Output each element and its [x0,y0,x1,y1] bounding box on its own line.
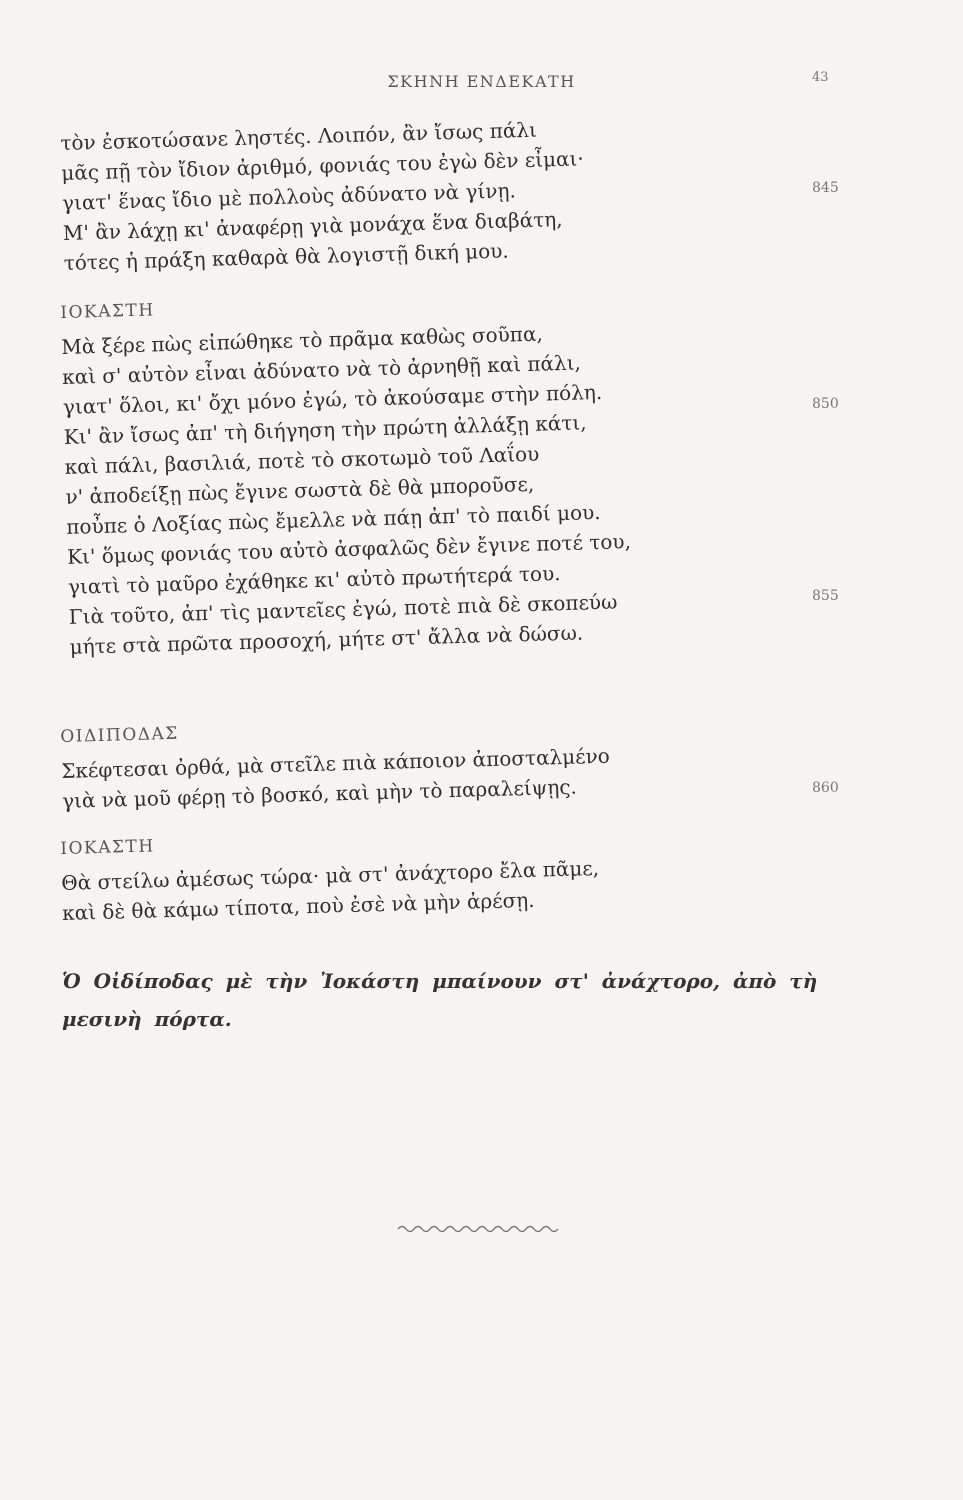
verse-line: Γιὰ τοῦτο, ἀπ' τὶς μαντεῖες ἐγώ, ποτὲ πιὰ δὲ σκοπεύω [68,589,618,629]
verse-line: Θὰ στείλω ἀμέσως τώρα· μὰ στ' ἀνάχτορο ἔλα πᾶμε, [60,855,600,895]
verse-line: καὶ δὲ θὰ κάμω τίποτα, ποὺ ἐσὲ νὰ μὴν ἀρέσῃ. [61,887,535,925]
line-number: 860 [812,780,839,796]
verse-line: τὸν ἐσκοτώσανε ληστές. Λοιπόν, ἂν ἴσως πάλι [60,117,538,155]
passage-oidipodas [60,704,762,816]
verse-line: καὶ σ' αὐτὸν εἶναι ἀδύνατο νὰ τὸ ἀρνηθῇ καὶ πάλι, [61,350,582,389]
verse-line: μᾶς πῇ τὸν ἴδιον ἀριθμό, φονιάς του ἐγὼ δὲν εἶμαι· [60,146,585,185]
verse-line: τότες ἡ πράξη καθαρὰ θὰ λογιστῇ δική μου. [63,238,510,275]
verse-line: ν' ἀποδείξῃ πὼς ἔγινε σωστὰ δὲ θὰ μποροῦσε, [65,471,535,509]
verse-line: καὶ πάλι, βασιλιά, ποτὲ τὸ σκοτωμὸ τοῦ Λαΐου [64,441,540,479]
passage-continuation [60,108,764,277]
verse-line: γιατὶ τὸ μαῦρο ἐχάθηκε κι' αὐτὸ πρωτήτερά του. [67,561,561,599]
verse-line: Κι' ἂν ἴσως ἀπ' τὴ διήγηση τὴν πρώτη ἀλλάξῃ κάτι, [63,410,587,449]
verse-line: Σκέφτεσαι ὀρθά, μὰ στεῖλε πιὰ κάποιον ἀποσταλμένο [60,743,611,783]
stage-direction-line: Ὁ Οἰδίποδας μὲ τὴν Ἰοκάστη μπαίνουν στ' ἀνάχτορο, ἀπὸ τὴ [62,969,818,993]
passage-iokasti-2 [60,816,762,928]
verse-line: Μ' ἂν λάχῃ κι' ἀναφέρῃ γιὰ μονάχα ἕνα διαβάτη, [62,207,563,245]
line-number: 850 [812,396,839,412]
page-number: 43 [812,70,829,85]
verse-line: γιατ' ἕνας ἴδιο μὲ πολλοὺς ἀδύνατο νὰ γίνῃ. [61,178,517,215]
stage-direction [62,962,862,1038]
speaker-name: ΙΟΚΑΣΤΗ [60,836,155,859]
line-number: 845 [812,180,839,196]
speaker-name: ΙΟΚΑΣΤΗ [60,300,155,323]
verse-line: γιὰ νὰ μοῦ φέρῃ τὸ βοσκό, καὶ μὴν τὸ παραλείψῃς. [61,774,578,813]
running-header: ΣΚΗΝΗ ΕΝΔΕΚΑΤΗ [387,72,576,91]
flourish-ornament [396,1222,566,1236]
line-number: 855 [812,588,839,604]
verse-line: ποὖπε ὁ Λοξίας πὼς ἔμελλε νὰ πάῃ ἀπ' τὸ παιδί μου. [66,499,601,539]
verse-line: μήτε στὰ πρῶτα προσοχή, μήτε στ' ἄλλα νὰ δώσω. [69,620,584,659]
speaker-name: ΟΙΔΙΠΟΔΑΣ [60,723,180,747]
stage-direction-line: μεσινὴ πόρτα. [62,1007,232,1031]
verse-line: Μὰ ξέρε πὼς εἰπώθηκε τὸ πρᾶμα καθὼς σοῦπα, [60,321,544,359]
verse-line: Κι' ὅμως φονιάς του αὐτὸ ἀσφαλῶς δὲν ἔγινε ποτέ του, [66,529,632,569]
passage-iokasti-1 [60,280,770,661]
verse-line: γιατ' ὅλοι, κι' ὄχι μόνο ἐγώ, τὸ ἀκούσαμε στὴν πόλη. [62,379,603,419]
